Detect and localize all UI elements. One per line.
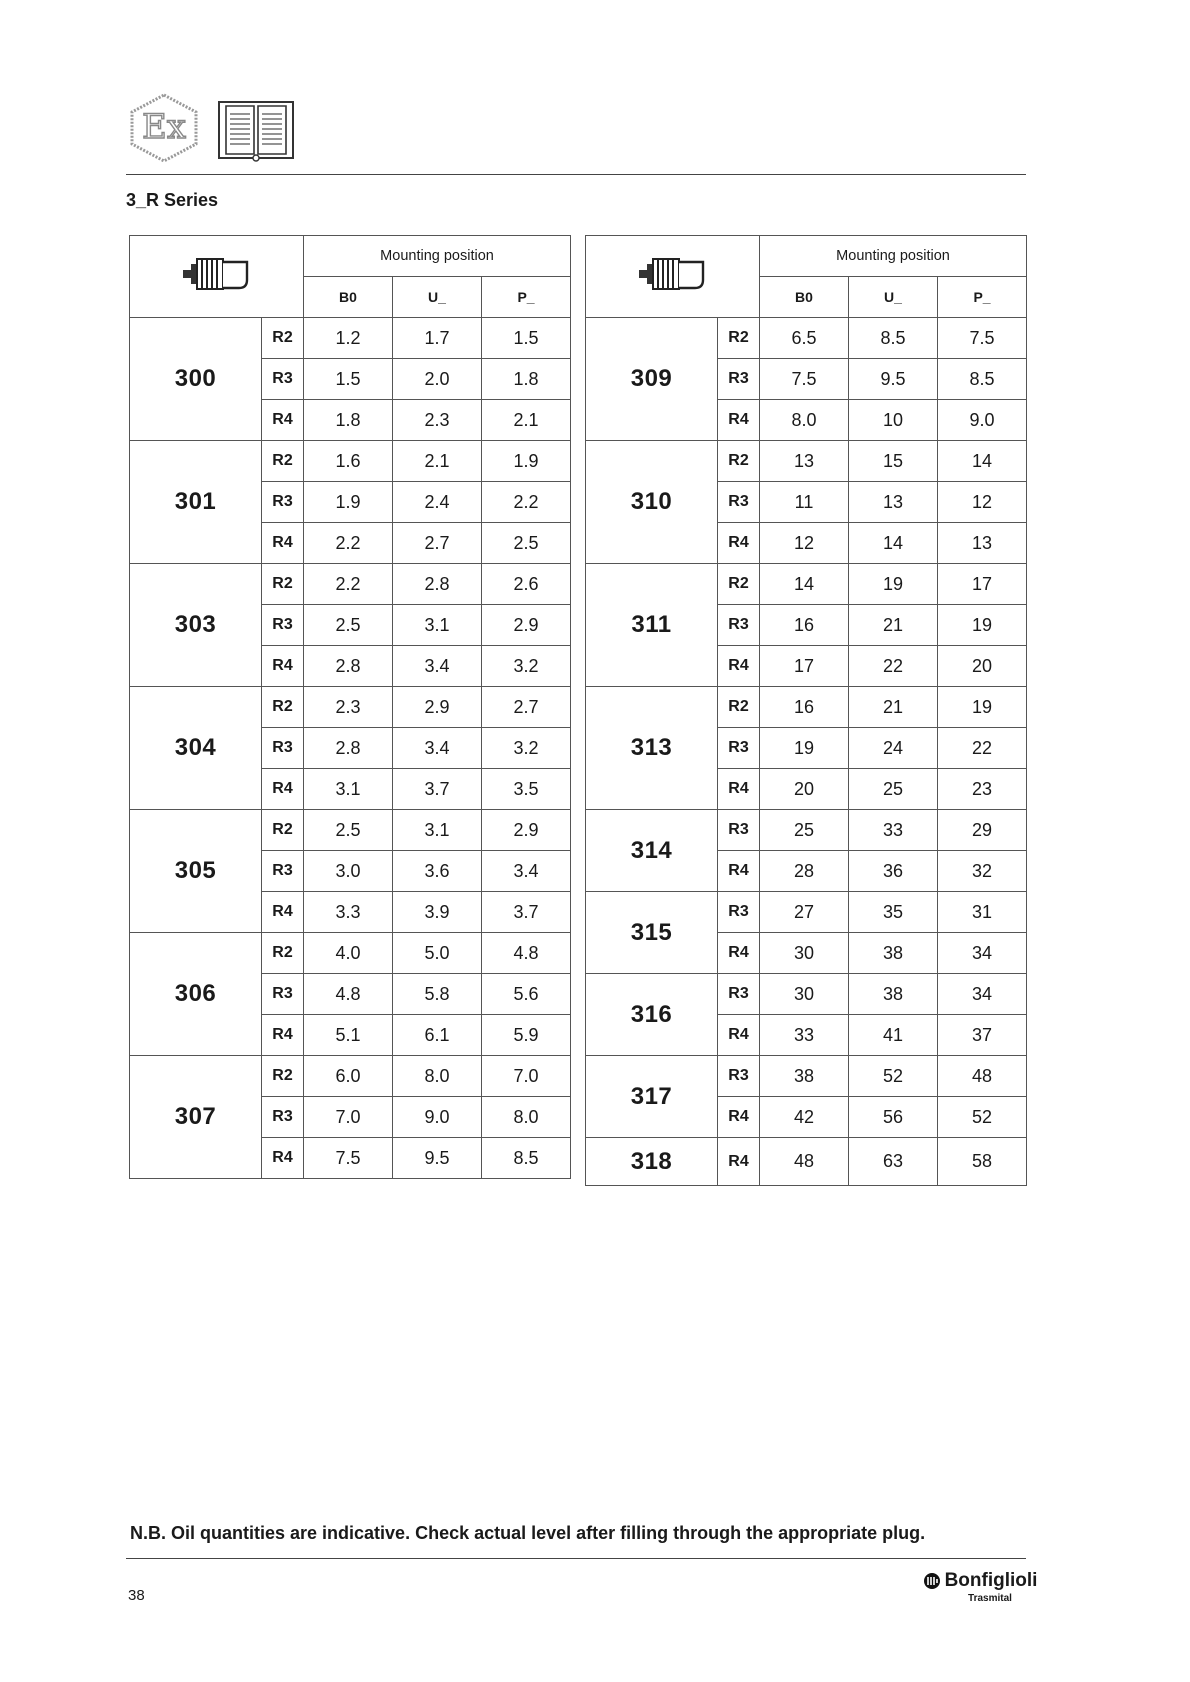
oil-qty-b0-cell: 16 [760,605,849,646]
oil-qty-p-cell: 5.9 [482,1015,571,1056]
oil-qty-p-cell: 48 [938,1056,1027,1097]
oil-qty-b0-cell: 14 [760,564,849,605]
ratio-cell: R3 [718,892,760,933]
brand-name: Bonfiglioli [944,1570,1038,1591]
oil-qty-b0-cell: 33 [760,1015,849,1056]
table-row [586,892,1027,933]
ratio-cell: R3 [718,482,760,523]
gearbox-size-cell: 309 [586,318,718,441]
oil-qty-p-cell: 3.2 [482,728,571,769]
table-row [130,933,571,974]
oil-qty-p-cell: 52 [938,1097,1027,1138]
gearbox-size-cell: 301 [130,441,262,564]
oil-qty-p-cell: 34 [938,933,1027,974]
oil-qty-p-cell: 2.1 [482,400,571,441]
oil-qty-b0-cell: 5.1 [304,1015,393,1056]
ratio-cell: R4 [718,1097,760,1138]
oil-qty-p-cell: 8.5 [482,1138,571,1179]
oil-qty-p-cell: 7.5 [938,318,1027,359]
column-header-b0: B0 [304,277,393,318]
oil-qty-p-cell: 3.2 [482,646,571,687]
oil-qty-p-cell: 9.0 [938,400,1027,441]
oil-qty-p-cell: 1.8 [482,359,571,400]
oil-qty-p-cell: 17 [938,564,1027,605]
ratio-cell: R2 [262,441,304,482]
oil-qty-p-cell: 31 [938,892,1027,933]
oil-qty-b0-cell: 2.8 [304,728,393,769]
oil-qty-b0-cell: 3.1 [304,769,393,810]
ratio-cell: R2 [718,687,760,728]
manual-book-icon [216,96,296,164]
oil-qty-p-cell: 19 [938,605,1027,646]
ratio-cell: R2 [262,564,304,605]
mounting-position-header: Mounting position [760,236,1027,277]
gearbox-size-cell: 300 [130,318,262,441]
ratio-cell: R2 [718,564,760,605]
oil-qty-b0-cell: 1.6 [304,441,393,482]
oil-qty-u-cell: 2.1 [393,441,482,482]
oil-qty-b0-cell: 1.5 [304,359,393,400]
column-header-u: U_ [849,277,938,318]
ratio-cell: R4 [262,400,304,441]
gearbox-size-cell: 317 [586,1056,718,1138]
oil-qty-u-cell: 3.1 [393,605,482,646]
oil-qty-u-cell: 14 [849,523,938,564]
oil-qty-u-cell: 33 [849,810,938,851]
oil-qty-u-cell: 3.9 [393,892,482,933]
oil-qty-b0-cell: 12 [760,523,849,564]
oil-qty-p-cell: 3.7 [482,892,571,933]
oil-qty-u-cell: 8.0 [393,1056,482,1097]
oil-qty-b0-cell: 1.9 [304,482,393,523]
ratio-cell: R3 [262,974,304,1015]
table-row [130,441,571,482]
ratio-cell: R4 [718,646,760,687]
oil-qty-u-cell: 10 [849,400,938,441]
gearbox-size-cell: 305 [130,810,262,933]
oil-qty-b0-cell: 30 [760,933,849,974]
oil-qty-u-cell: 2.3 [393,400,482,441]
oil-qty-p-cell: 37 [938,1015,1027,1056]
gearbox-icon-cell [586,236,760,318]
oil-qty-b0-cell: 7.0 [304,1097,393,1138]
table-row [586,974,1027,1015]
ratio-cell: R2 [718,441,760,482]
oil-qty-p-cell: 2.7 [482,687,571,728]
ratio-cell: R3 [718,974,760,1015]
oil-qty-u-cell: 2.9 [393,687,482,728]
oil-qty-b0-cell: 48 [760,1138,849,1186]
table-row [586,687,1027,728]
brand-name-row [923,1570,1038,1592]
gearbox-size-cell: 307 [130,1056,262,1179]
oil-qty-u-cell: 15 [849,441,938,482]
ratio-cell: R2 [262,687,304,728]
oil-qty-p-cell: 22 [938,728,1027,769]
ratio-cell: R4 [718,933,760,974]
oil-qty-p-cell: 2.5 [482,523,571,564]
ratio-cell: R2 [262,1056,304,1097]
oil-qty-u-cell: 24 [849,728,938,769]
oil-qty-u-cell: 1.7 [393,318,482,359]
gearbox-size-cell: 314 [586,810,718,892]
oil-qty-p-cell: 4.8 [482,933,571,974]
table-row [586,1056,1027,1097]
table-row [586,441,1027,482]
oil-qty-u-cell: 22 [849,646,938,687]
table-row [130,810,571,851]
oil-qty-p-cell: 19 [938,687,1027,728]
gearbox-size-cell: 313 [586,687,718,810]
ratio-cell: R3 [262,482,304,523]
oil-qty-b0-cell: 2.5 [304,605,393,646]
oil-qty-b0-cell: 16 [760,687,849,728]
page-number: 38 [128,1587,145,1604]
ratio-cell: R2 [718,318,760,359]
oil-qty-p-cell: 8.5 [938,359,1027,400]
table-row [130,1056,571,1097]
oil-qty-b0-cell: 3.3 [304,892,393,933]
oil-qty-b0-cell: 2.3 [304,687,393,728]
ratio-cell: R3 [262,728,304,769]
oil-qty-b0-cell: 19 [760,728,849,769]
ratio-cell: R3 [718,605,760,646]
oil-qty-u-cell: 3.4 [393,646,482,687]
oil-qty-u-cell: 5.0 [393,933,482,974]
oil-qty-b0-cell: 2.2 [304,523,393,564]
header-rule [126,174,1026,175]
mounting-position-header: Mounting position [304,236,571,277]
oil-qty-u-cell: 41 [849,1015,938,1056]
oil-qty-u-cell: 25 [849,769,938,810]
gearbox-size-cell: 304 [130,687,262,810]
oil-table-left [129,235,571,1179]
ratio-cell: R4 [262,769,304,810]
oil-qty-b0-cell: 2.5 [304,810,393,851]
table-row [130,318,571,359]
oil-qty-u-cell: 13 [849,482,938,523]
ratio-cell: R3 [718,359,760,400]
oil-qty-b0-cell: 11 [760,482,849,523]
oil-qty-u-cell: 2.0 [393,359,482,400]
ratio-cell: R2 [262,933,304,974]
oil-qty-u-cell: 6.1 [393,1015,482,1056]
gearbox-size-cell: 306 [130,933,262,1056]
oil-qty-b0-cell: 17 [760,646,849,687]
ratio-cell: R2 [262,810,304,851]
oil-qty-u-cell: 2.7 [393,523,482,564]
ratio-cell: R4 [718,523,760,564]
header-icons [126,92,296,164]
oil-qty-p-cell: 1.9 [482,441,571,482]
ratio-cell: R4 [262,646,304,687]
oil-qty-u-cell: 21 [849,687,938,728]
gearbox-size-cell: 316 [586,974,718,1056]
ratio-cell: R4 [262,892,304,933]
column-header-b0: B0 [760,277,849,318]
oil-qty-b0-cell: 6.0 [304,1056,393,1097]
oil-qty-b0-cell: 27 [760,892,849,933]
oil-qty-p-cell: 14 [938,441,1027,482]
oil-qty-u-cell: 38 [849,933,938,974]
ratio-cell: R3 [262,359,304,400]
ratio-cell: R3 [718,1056,760,1097]
oil-qty-p-cell: 8.0 [482,1097,571,1138]
oil-qty-b0-cell: 20 [760,769,849,810]
ratio-cell: R4 [718,400,760,441]
oil-qty-b0-cell: 7.5 [304,1138,393,1179]
oil-qty-u-cell: 3.6 [393,851,482,892]
oil-qty-b0-cell: 25 [760,810,849,851]
oil-qty-b0-cell: 38 [760,1056,849,1097]
oil-qty-u-cell: 38 [849,974,938,1015]
bonfiglioli-logo-icon [923,1572,941,1590]
ratio-cell: R3 [262,1097,304,1138]
oil-qty-p-cell: 7.0 [482,1056,571,1097]
ratio-cell: R4 [262,523,304,564]
oil-qty-b0-cell: 8.0 [760,400,849,441]
oil-qty-u-cell: 19 [849,564,938,605]
oil-qty-u-cell: 3.1 [393,810,482,851]
ratio-cell: R2 [262,318,304,359]
section-title: 3_R Series [126,190,219,210]
footnote: N.B. Oil quantities are indicative. Check actual level after filling through the appropriate plug. [130,1523,926,1543]
oil-qty-p-cell: 2.9 [482,605,571,646]
oil-table-right-body [586,236,1027,1186]
oil-qty-b0-cell: 3.0 [304,851,393,892]
oil-qty-b0-cell: 1.8 [304,400,393,441]
gearbox-size-cell: 315 [586,892,718,974]
oil-qty-p-cell: 2.2 [482,482,571,523]
ex-atex-icon [126,92,202,164]
gearbox-size-cell: 310 [586,441,718,564]
oil-qty-b0-cell: 2.8 [304,646,393,687]
ratio-cell: R4 [718,1138,760,1186]
oil-qty-p-cell: 23 [938,769,1027,810]
column-header-u: U_ [393,277,482,318]
oil-qty-p-cell: 34 [938,974,1027,1015]
oil-qty-u-cell: 63 [849,1138,938,1186]
oil-qty-u-cell: 2.4 [393,482,482,523]
oil-qty-b0-cell: 13 [760,441,849,482]
oil-qty-p-cell: 29 [938,810,1027,851]
table-row [130,687,571,728]
ratio-cell: R4 [718,769,760,810]
oil-qty-u-cell: 9.0 [393,1097,482,1138]
ratio-cell: R4 [718,851,760,892]
oil-qty-u-cell: 35 [849,892,938,933]
table-row [130,564,571,605]
oil-qty-u-cell: 9.5 [849,359,938,400]
oil-qty-b0-cell: 42 [760,1097,849,1138]
gearbox-size-cell: 318 [586,1138,718,1186]
gearbox-icon-cell [130,236,304,318]
brand-subtitle: Trasmital [968,1593,1012,1604]
ratio-cell: R4 [262,1015,304,1056]
oil-qty-u-cell: 9.5 [393,1138,482,1179]
oil-qty-b0-cell: 4.8 [304,974,393,1015]
oil-qty-b0-cell: 28 [760,851,849,892]
gearbox-size-cell: 311 [586,564,718,687]
gearbox-size-cell: 303 [130,564,262,687]
oil-qty-p-cell: 1.5 [482,318,571,359]
table-row [586,318,1027,359]
table-row [586,1138,1027,1186]
ratio-cell: R3 [718,810,760,851]
footer-rule [126,1558,1026,1559]
oil-qty-b0-cell: 6.5 [760,318,849,359]
oil-qty-b0-cell: 2.2 [304,564,393,605]
column-header-p: P_ [938,277,1027,318]
brand-logo [920,1570,1040,1604]
ratio-cell: R4 [262,1138,304,1179]
oil-qty-u-cell: 21 [849,605,938,646]
oil-qty-u-cell: 8.5 [849,318,938,359]
oil-qty-b0-cell: 4.0 [304,933,393,974]
oil-qty-p-cell: 5.6 [482,974,571,1015]
ratio-cell: R3 [262,605,304,646]
oil-qty-u-cell: 52 [849,1056,938,1097]
column-header-p: P_ [482,277,571,318]
oil-qty-u-cell: 5.8 [393,974,482,1015]
oil-qty-p-cell: 58 [938,1138,1027,1186]
oil-qty-u-cell: 2.8 [393,564,482,605]
oil-qty-b0-cell: 30 [760,974,849,1015]
oil-qty-u-cell: 3.4 [393,728,482,769]
oil-qty-u-cell: 56 [849,1097,938,1138]
oil-qty-u-cell: 36 [849,851,938,892]
oil-table-right [585,235,1027,1186]
table-row [586,564,1027,605]
ratio-cell: R4 [718,1015,760,1056]
ratio-cell: R3 [718,728,760,769]
gearbox-icon [637,254,709,294]
ratio-cell: R3 [262,851,304,892]
oil-qty-p-cell: 13 [938,523,1027,564]
svg-text:Ex: Ex [142,107,186,147]
oil-table-left-body [130,236,571,1179]
oil-qty-b0-cell: 7.5 [760,359,849,400]
oil-qty-p-cell: 3.5 [482,769,571,810]
oil-qty-u-cell: 3.7 [393,769,482,810]
oil-qty-p-cell: 12 [938,482,1027,523]
oil-qty-p-cell: 32 [938,851,1027,892]
oil-qty-p-cell: 3.4 [482,851,571,892]
oil-qty-p-cell: 20 [938,646,1027,687]
oil-qty-p-cell: 2.9 [482,810,571,851]
oil-qty-p-cell: 2.6 [482,564,571,605]
oil-qty-b0-cell: 1.2 [304,318,393,359]
gearbox-icon [181,254,253,294]
table-row [586,810,1027,851]
